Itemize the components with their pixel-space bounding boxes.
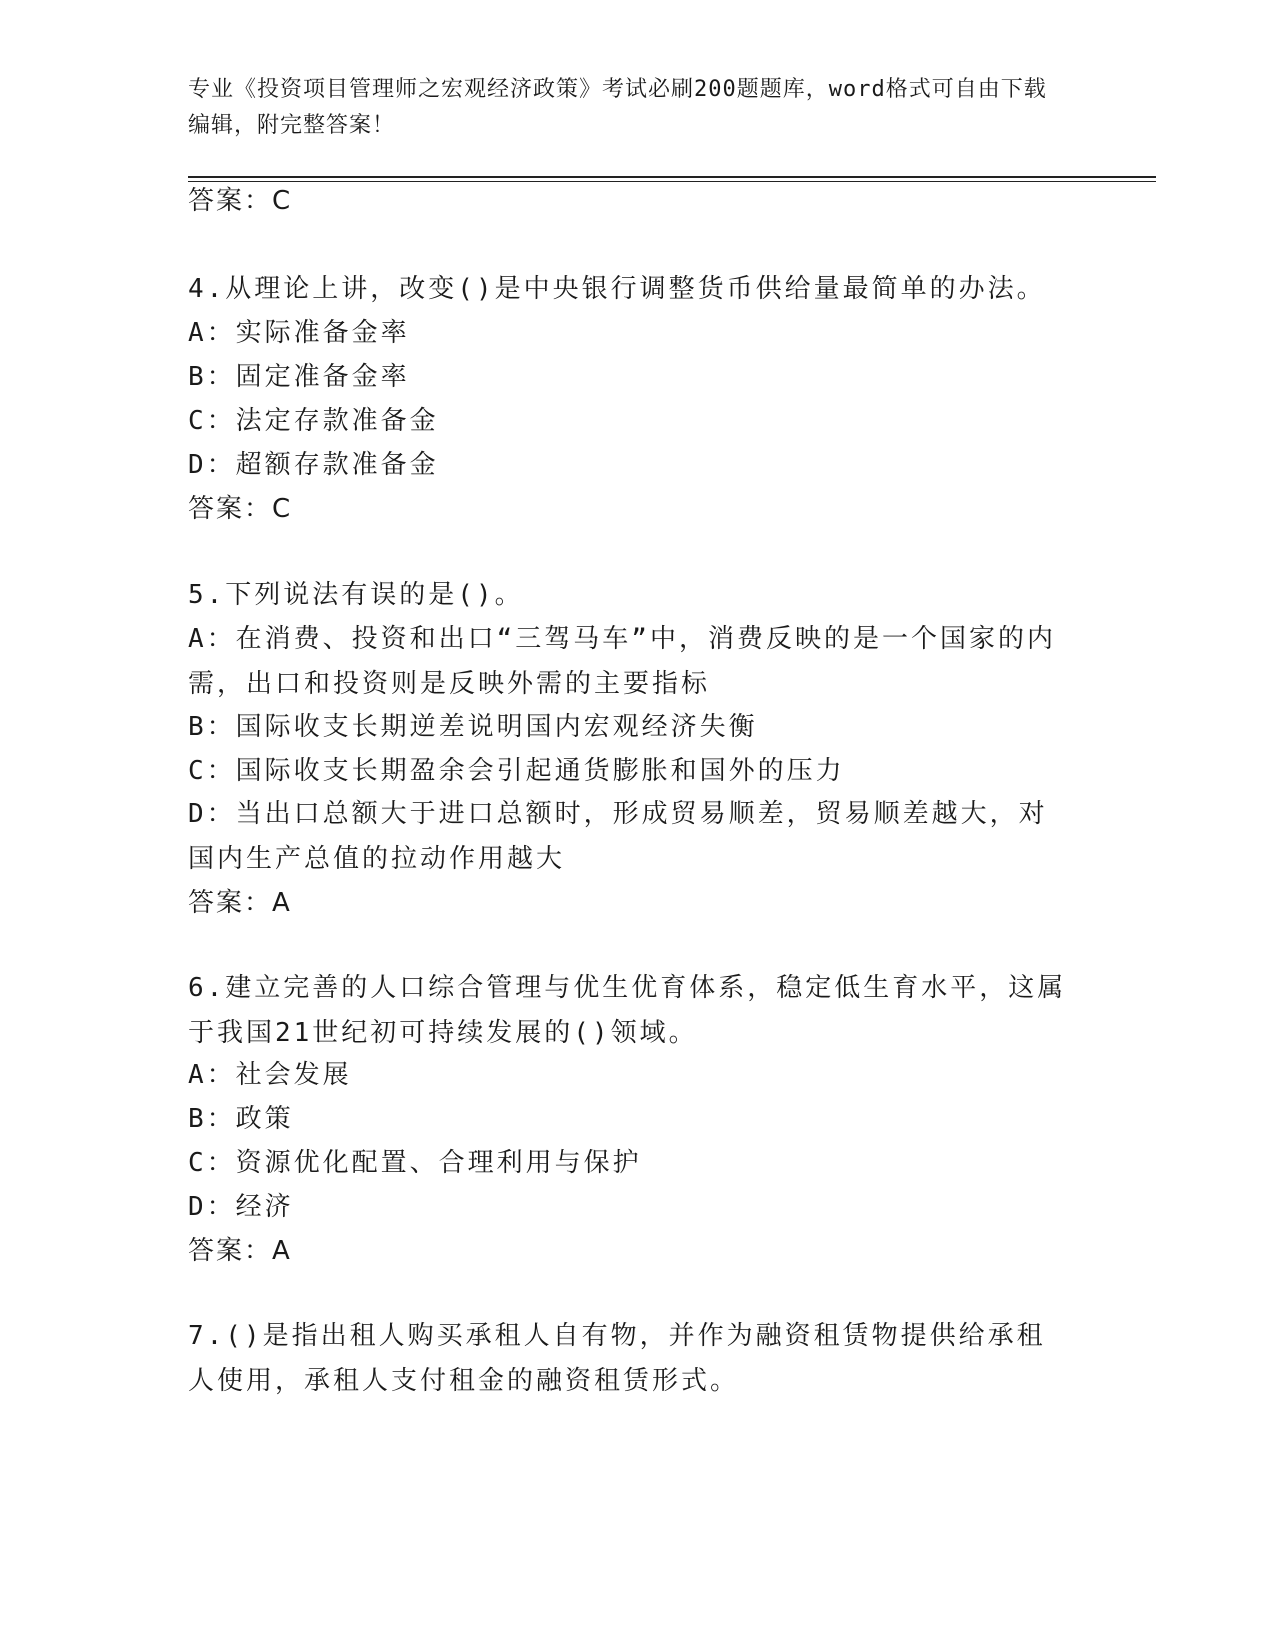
- question-5-stem: 5.下列说法有误的是()。: [188, 580, 524, 610]
- question-6-option-a: A：社会发展: [188, 1060, 352, 1090]
- question-4-option-b: B：固定准备金率: [188, 362, 410, 392]
- question-5-option-b: B：国际收支长期逆差说明国内宏观经济失衡: [188, 712, 758, 742]
- question-6-option-b: B：政策: [188, 1104, 294, 1134]
- question-4-answer: 答案：C: [188, 494, 293, 524]
- question-6-answer: 答案：A: [188, 1236, 292, 1266]
- question-5-answer: 答案：A: [188, 888, 292, 918]
- question-6-stem: 6.建立完善的人口综合管理与优生优育体系，稳定低生育水平，这属于我国21世纪初可持续发展的()领域。: [188, 973, 1067, 1048]
- previous-answer: 答案：C: [188, 186, 293, 216]
- question-4-option-a: A：实际准备金率: [188, 318, 410, 348]
- question-6-option-d: D：经济: [188, 1192, 294, 1222]
- question-4-option-d: D：超额存款准备金: [188, 450, 439, 480]
- page-header: 专业《投资项目管理师之宏观经济政策》考试必刷200题题库，word格式可自由下载编辑，附完整答案！: [188, 77, 1047, 138]
- question-4-option-c: C：法定存款准备金: [188, 406, 439, 436]
- question-4-stem: 4.从理论上讲，改变()是中央银行调整货币供给量最简单的办法。: [188, 274, 1046, 304]
- question-5-option-a: A：在消费、投资和出口“三驾马车”中，消费反映的是一个国家的内需，出口和投资则是反映外需的主要指标: [188, 624, 1056, 699]
- question-5-option-c: C：国际收支长期盈余会引起通货膨胀和国外的压力: [188, 756, 845, 786]
- question-7-stem: 7.()是指出租人购买承租人自有物，并作为融资租赁物提供给承租人使用，承租人支付租金的融资租赁形式。: [188, 1321, 1046, 1396]
- question-6-option-c: C：资源优化配置、合理利用与保护: [188, 1148, 642, 1178]
- question-5-option-d: D：当出口总额大于进口总额时，形成贸易顺差，贸易顺差越大，对国内生产总值的拉动作用越大: [188, 799, 1048, 874]
